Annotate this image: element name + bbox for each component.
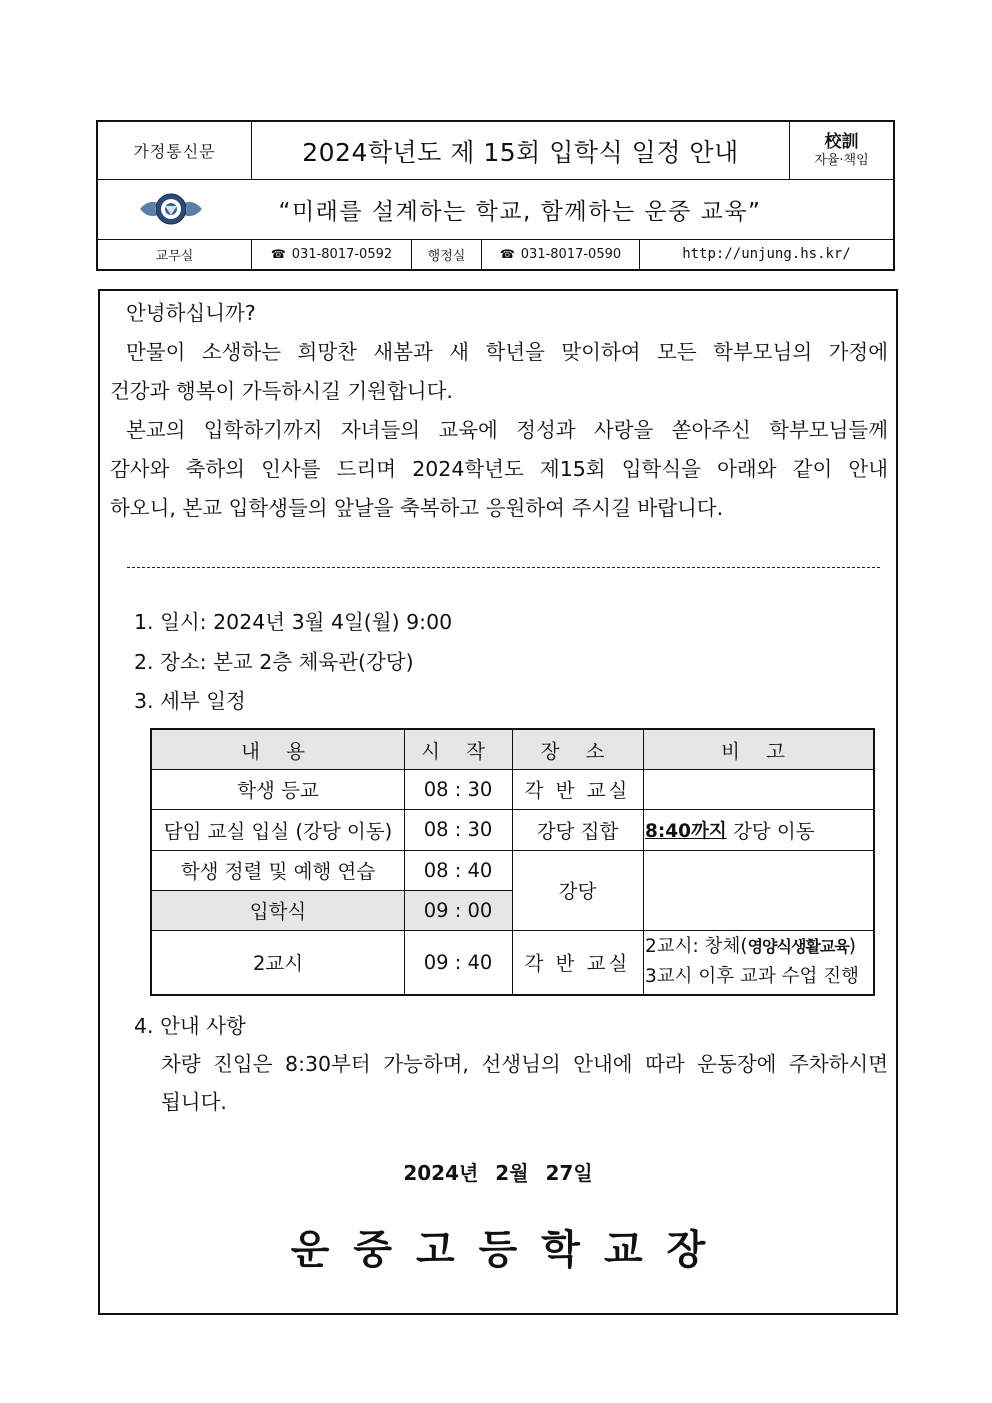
- event-date: 1. 일시: 2024년 3월 4일(월) 9:00: [134, 610, 453, 634]
- greeting-paragraph: [110, 294, 888, 528]
- table-gridline: [643, 730, 644, 994]
- paragraph2-line3: 하오니, 본교 입학생들의 앞날을 축복하고 응원하여 주시길 바랍니다.: [110, 496, 724, 520]
- notice-heading: 4. 안내 사항: [134, 1014, 246, 1038]
- col-header-note: 비 고: [643, 730, 873, 769]
- table-gridline: [152, 890, 512, 891]
- telephone-icon: ☎: [499, 247, 515, 261]
- paragraph1-line2: 건강과 행복이 가득하시길 기원합니다.: [110, 379, 453, 403]
- principal-signature: 운중고등학교장: [290, 1227, 730, 1273]
- notice-line2: 됩니다.: [161, 1090, 227, 1114]
- col-header-content: 내 용: [152, 730, 404, 769]
- letter-header: [96, 120, 895, 271]
- paragraph1-line1: 만물이 소생하는 희망찬 새봄과 새 학년을 맞이하여 모든 학부모님의 가정에: [126, 340, 888, 364]
- paragraph2-line2: 감사와 축하의 인사를 드리며 2024학년도 제15회 입학식을 아래와 같이 안내: [110, 457, 888, 481]
- school-website-link[interactable]: http://unjung.hs.kr/: [639, 239, 893, 269]
- document-title: 2024학년도 제 15회 입학식 일정 안내: [251, 122, 789, 179]
- note-line1: [645, 932, 856, 962]
- note-line1-text: 2교시: 창체(: [645, 936, 748, 957]
- note-line2: 3교시 이후 교과 수업 진행: [645, 966, 860, 987]
- table-gridline: [512, 730, 513, 994]
- event-location: 2. 장소: 본교 2층 체육관(강당): [134, 650, 414, 674]
- table-row-content: 학생 정렬 및 예행 연습: [180, 860, 376, 883]
- table-row-place: 각 반 교실: [524, 952, 631, 975]
- table-row-time: 09 : 40: [423, 950, 493, 974]
- school-motto: [789, 122, 893, 179]
- office2-phone: 031-8017-0590: [520, 246, 622, 262]
- table-row-content: 학생 등교: [237, 779, 319, 802]
- motto-title: 校訓: [824, 131, 859, 152]
- note-line1-close: ): [848, 936, 857, 957]
- letter-body: [98, 289, 898, 1315]
- office1-label: 교무실: [155, 248, 194, 264]
- table-row-time: 08 : 30: [423, 777, 493, 801]
- paragraph2-line1: 본교의 입학하기까지 자녀들의 교육에 정성과 사랑을 쏟아주신 학부모님들께: [126, 418, 888, 442]
- office2-label: 행정실: [411, 239, 481, 269]
- telephone-icon: ☎: [270, 247, 286, 261]
- table-row-note: [643, 809, 873, 850]
- col-header-place: 장 소: [512, 730, 643, 769]
- greeting: 안녕하십니까?: [126, 301, 256, 325]
- schedule-heading: 3. 세부 일정: [134, 689, 246, 713]
- table-row-content: 2교시: [252, 952, 304, 975]
- table-row-place: 각 반 교실: [524, 779, 631, 802]
- office1-phone: 031-8017-0592: [291, 246, 393, 262]
- office1-phone-cell: [251, 239, 411, 269]
- issue-date: 2024년 2월 27일: [403, 1161, 593, 1185]
- table-row-content: 입학식: [152, 890, 404, 930]
- note-line1-emphasis: 영양식생활교육: [747, 937, 849, 956]
- document-category: 가정통신문: [133, 142, 216, 161]
- table-row-content: 담임 교실 입실 (강당 이동): [163, 819, 393, 843]
- motto-values: 자율·책임: [814, 153, 869, 168]
- table-row-time: 08 : 40: [423, 858, 493, 882]
- table-row-note: [643, 850, 873, 930]
- note-deadline: 8:40까지: [645, 820, 727, 842]
- notice-line1: 차량 진입은 8:30부터 가능하며, 선생님의 안내에 따라 운동장에 주차하시면: [161, 1052, 888, 1076]
- header-contact-row: [98, 239, 893, 269]
- table-row-time: 08 : 30: [423, 818, 493, 841]
- header-title-row: [98, 122, 893, 180]
- table-gridline: [404, 730, 405, 994]
- table-row-place: 강당: [558, 880, 597, 903]
- schedule-table: [150, 728, 875, 996]
- section-divider: [127, 567, 880, 568]
- table-row-time: 09 : 00: [404, 890, 512, 930]
- school-slogan: “미래를 설계하는 학교, 함께하는 운중 교육”: [278, 198, 762, 225]
- table-row-place: 강당 집합: [536, 819, 619, 843]
- table-row-note: [643, 769, 873, 809]
- col-header-time: 시 작: [404, 730, 512, 769]
- office2-phone-cell: [481, 239, 639, 269]
- note-text: 강당 이동: [726, 819, 815, 843]
- school-emblem-logo: [138, 191, 204, 227]
- table-row-note: [643, 930, 873, 994]
- header-slogan-row: [98, 179, 893, 240]
